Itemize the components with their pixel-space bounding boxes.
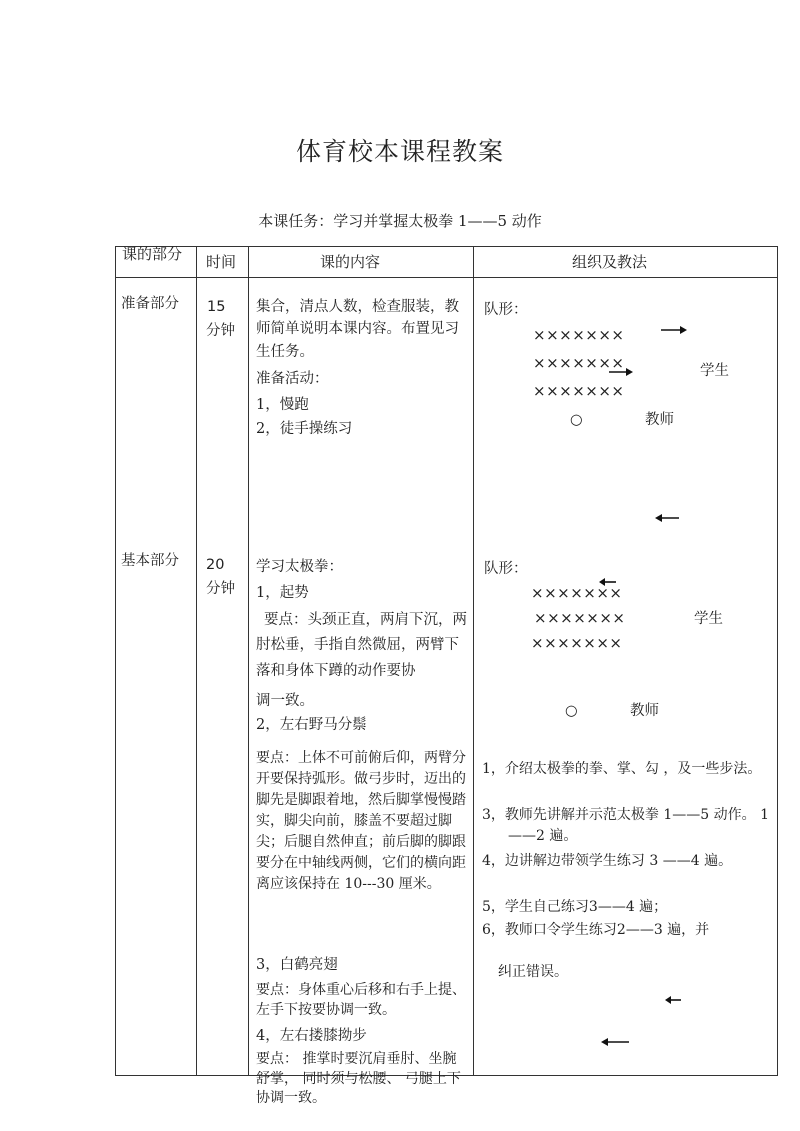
- move-3-points: 要点：身体重心后移和右手上提、 左手下按要协调一致。: [256, 982, 466, 1019]
- prep-formation-label: 队形：: [484, 302, 528, 318]
- table-top-border: [115, 246, 778, 247]
- prep-activity-heading: 准备活动：: [256, 371, 329, 387]
- method-item: 6，教师口令学生练习2——3 遍，并: [482, 922, 710, 938]
- table-right-border: [777, 246, 778, 1076]
- basic-student-label: 学生: [694, 611, 723, 627]
- basic-teacher-mark: ○: [565, 703, 578, 719]
- col-divider-1: [196, 246, 197, 1076]
- prep-student-row-3: ×××××××: [533, 382, 625, 400]
- move-4-points: 要点： 推掌时要沉肩垂肘、坐腕舒掌， 同时须与松腰、 弓腿上下协调一致。: [256, 1051, 461, 1107]
- basic-student-row-2: ×××××××: [534, 609, 626, 627]
- lesson-task: 本课任务：学习并掌握太极拳 1——5 动作: [258, 212, 542, 230]
- move-2-points: 要点：上体不可前俯后仰，两臂分开要保持弧形。做弓步时，迈出的脚先是脚跟着地，然后脚掌慢慢踏实，脚尖向前，膝盖不要超过脚尖；后腿自然伸直；前后脚的脚跟要分在中轴线两侧，它们的横向距离应该保持在 10---30 厘米。: [256, 750, 466, 892]
- arrow-left-icon: [598, 576, 618, 588]
- arrow-left-icon: [600, 1036, 630, 1048]
- basic-heading: 学习太极拳：: [256, 559, 343, 575]
- method-item: 4，边讲解边带领学生练习 3 ——4 遍。: [482, 853, 733, 869]
- header-content: 课的内容: [320, 253, 381, 271]
- prep-activity-2: 2，徒手操练习: [256, 421, 353, 437]
- prep-content-intro: 集合，清点人数，检查服装，教师简单说明本课内容。布置见习生任务。: [256, 299, 459, 360]
- method-item: 3，教师先讲解并示范太极拳 1——5 动作。 1——2 遍。: [482, 807, 769, 844]
- basic-time-number: 20: [206, 557, 225, 573]
- arrow-left-icon: [654, 512, 680, 524]
- basic-part-label: 基本部分: [121, 553, 179, 569]
- prep-part-label: 准备部分: [121, 296, 179, 312]
- prep-student-label: 学生: [700, 363, 729, 379]
- method-item: 5，学生自己练习3——4 遍；: [482, 899, 668, 915]
- prep-teacher-mark: ○: [570, 412, 583, 428]
- basic-time-unit: 分钟: [206, 581, 235, 597]
- col-divider-2: [248, 246, 249, 1076]
- prep-teacher-label: 教师: [645, 412, 674, 428]
- move-1-points: 要点：头颈正直，两肩下沉，两肘松垂，手指自然微屈，两臂下落和身体下蹲的动作要协: [256, 612, 467, 679]
- col-divider-3: [473, 246, 474, 1076]
- method-item: 纠正错误。: [498, 964, 568, 980]
- move-3-title: 3，白鹤亮翅: [256, 957, 338, 973]
- header-time: 时间: [206, 253, 237, 271]
- prep-student-row-1: ×××××××: [533, 326, 625, 344]
- header-part: 课的部分: [122, 245, 183, 263]
- prep-time-number: 15: [207, 299, 226, 315]
- basic-formation-label: 队形：: [484, 561, 528, 577]
- prep-time-unit: 分钟: [206, 323, 235, 339]
- prep-activity-1: 1，慢跑: [256, 397, 309, 413]
- table-left-border: [115, 246, 116, 1076]
- move-4-title: 4，左右搂膝拗步: [256, 1028, 367, 1044]
- document-title: 体育校本课程教案: [295, 137, 504, 166]
- arrow-left-icon: [664, 994, 682, 1006]
- prep-student-row-2: ×××××××: [533, 354, 625, 372]
- move-1-title: 1，起势: [256, 585, 309, 601]
- arrow-right-icon: [660, 324, 688, 336]
- header-organization: 组织及教法: [572, 253, 648, 271]
- method-item: 1，介绍太极拳的拳、掌、勾 ，及一些步法。: [482, 761, 762, 777]
- basic-student-row-1: ×××××××: [531, 584, 623, 602]
- move-2-title: 2，左右野马分鬃: [256, 717, 367, 733]
- move-1-points-end: 调一致。: [256, 693, 314, 709]
- basic-teacher-label: 教师: [630, 703, 659, 719]
- arrow-right-icon: [608, 366, 634, 378]
- table-header-divider: [115, 277, 778, 278]
- basic-student-row-3: ×××××××: [531, 634, 623, 652]
